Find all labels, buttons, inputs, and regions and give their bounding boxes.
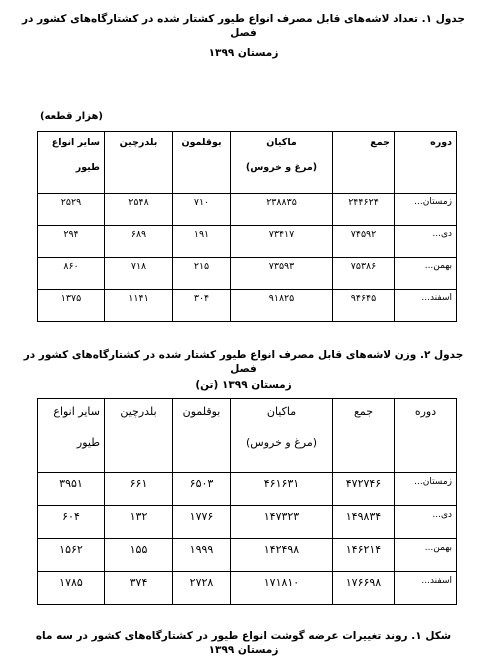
cell-total: ۷۵۳۸۶ [333,258,395,290]
table-row [38,290,457,322]
cell-broiler: ۷۳۴۱۷ [231,226,333,258]
table2 [37,398,457,605]
table1-caption-line1: جدول ۱. تعداد لاشه‌های قابل مصرف انواع طیور کشتار شده در کشتارگاه‌های کشور در فصل [22,13,465,39]
table-row [38,572,457,605]
cell-broiler: ۷۳۵۹۳ [231,258,333,290]
col-header-other-line1: سایر انواع [51,137,100,148]
table-row [38,258,457,290]
col-header-total: جمع [333,399,395,473]
cell-turkey: ۱۹۱ [173,226,231,258]
row-period: بهمن... [395,539,457,572]
cell-other: ۳۹۵۱ [38,473,105,506]
cell-turkey: ۶۵۰۳ [173,473,231,506]
cell-quail: ۲۵۴۸ [105,194,173,226]
col-header-other-line2: طیور [75,162,100,173]
table-row [38,473,457,506]
col-header-other [38,132,105,194]
col-header-turkey: بوقلمون [173,132,231,194]
col-header-broiler [231,399,333,473]
row-period: اسفند... [395,572,457,605]
table-row [38,506,457,539]
cell-total: ۷۴۵۹۲ [333,226,395,258]
cell-other: ۱۳۷۵ [38,290,105,322]
cell-turkey: ۱۹۹۹ [173,539,231,572]
cell-total: ۱۷۶۶۹۸ [333,572,395,605]
table2-header-row [38,399,457,473]
cell-total: ۱۴۶۲۱۴ [333,539,395,572]
cell-other: ۲۹۴ [38,226,105,258]
cell-quail: ۷۱۸ [105,258,173,290]
table2-caption-line1: جدول ۲. وزن لاشه‌های قابل مصرف انواع طیور کشتار شده در کشتارگاه‌های کشور در فصل [23,349,464,375]
cell-other: ۲۵۲۹ [38,194,105,226]
col-header-broiler-line2: (مرغ و خروس) [245,162,318,173]
table1-caption-line2: زمستان ۱۳۹۹ [208,47,279,59]
cell-total: ۲۴۴۶۲۴ [333,194,395,226]
col-header-broiler-line2: (مرغ و خروس) [245,436,318,449]
cell-broiler: ۱۷۱۸۱۰ [231,572,333,605]
cell-turkey: ۲۷۲۸ [173,572,231,605]
col-header-quail: بلدرچین [105,399,173,473]
cell-quail: ۱۱۴۱ [105,290,173,322]
cell-turkey: ۷۱۰ [173,194,231,226]
cell-total: ۹۴۶۴۵ [333,290,395,322]
cell-other: ۶۰۴ [38,506,105,539]
col-header-period: دوره [395,132,457,194]
table-row [38,226,457,258]
col-header-broiler [231,132,333,194]
cell-broiler: ۴۶۱۶۳۱ [231,473,333,506]
row-period: زمستان... [395,473,457,506]
cell-turkey: ۲۱۵ [173,258,231,290]
cell-other: ۸۶۰ [38,258,105,290]
col-header-quail: بلدرچین [105,132,173,194]
col-header-other-line2: طیور [76,436,100,449]
cell-broiler: ۹۱۸۲۵ [231,290,333,322]
row-period: دی... [395,506,457,539]
col-header-other [38,399,105,473]
row-period: بهمن... [395,258,457,290]
cell-quail: ۱۵۵ [105,539,173,572]
col-header-broiler-line1: ماکیان [266,137,297,148]
row-period: اسفند... [395,290,457,322]
cell-quail: ۳۷۴ [105,572,173,605]
cell-other: ۱۵۶۲ [38,539,105,572]
cell-quail: ۱۳۲ [105,506,173,539]
col-header-period: دوره [395,399,457,473]
cell-quail: ۶۶۱ [105,473,173,506]
row-period: دی... [395,226,457,258]
cell-broiler: ۱۴۲۴۹۸ [231,539,333,572]
cell-turkey: ۱۷۷۶ [173,506,231,539]
cell-other: ۱۷۸۵ [38,572,105,605]
cell-total: ۴۷۲۷۴۶ [333,473,395,506]
col-header-broiler-line1: ماکیان [266,405,297,418]
table2-caption-line2: زمستان ۱۳۹۹ (تن) [195,379,292,391]
table1-header-row [38,132,457,194]
col-header-other-line1: سایر انواع [53,405,100,418]
col-header-total: جمع [333,132,395,194]
table1 [37,131,457,322]
table-row [38,194,457,226]
table1-unit-label: (هزار قطعه) [40,111,103,122]
cell-quail: ۶۸۹ [105,226,173,258]
cell-broiler: ۲۳۸۸۳۵ [231,194,333,226]
col-header-turkey: بوقلمون [173,399,231,473]
figure1-caption: شکل ۱. روند تغییرات عرضه گوشت انواع طیور در کشتارگاه‌های کشور در سه ماه زمستان ۱۳۹۹ [35,630,452,656]
cell-turkey: ۳۰۴ [173,290,231,322]
cell-total: ۱۴۹۸۳۴ [333,506,395,539]
table-row [38,539,457,572]
row-period: زمستان... [395,194,457,226]
cell-broiler: ۱۴۷۳۲۳ [231,506,333,539]
